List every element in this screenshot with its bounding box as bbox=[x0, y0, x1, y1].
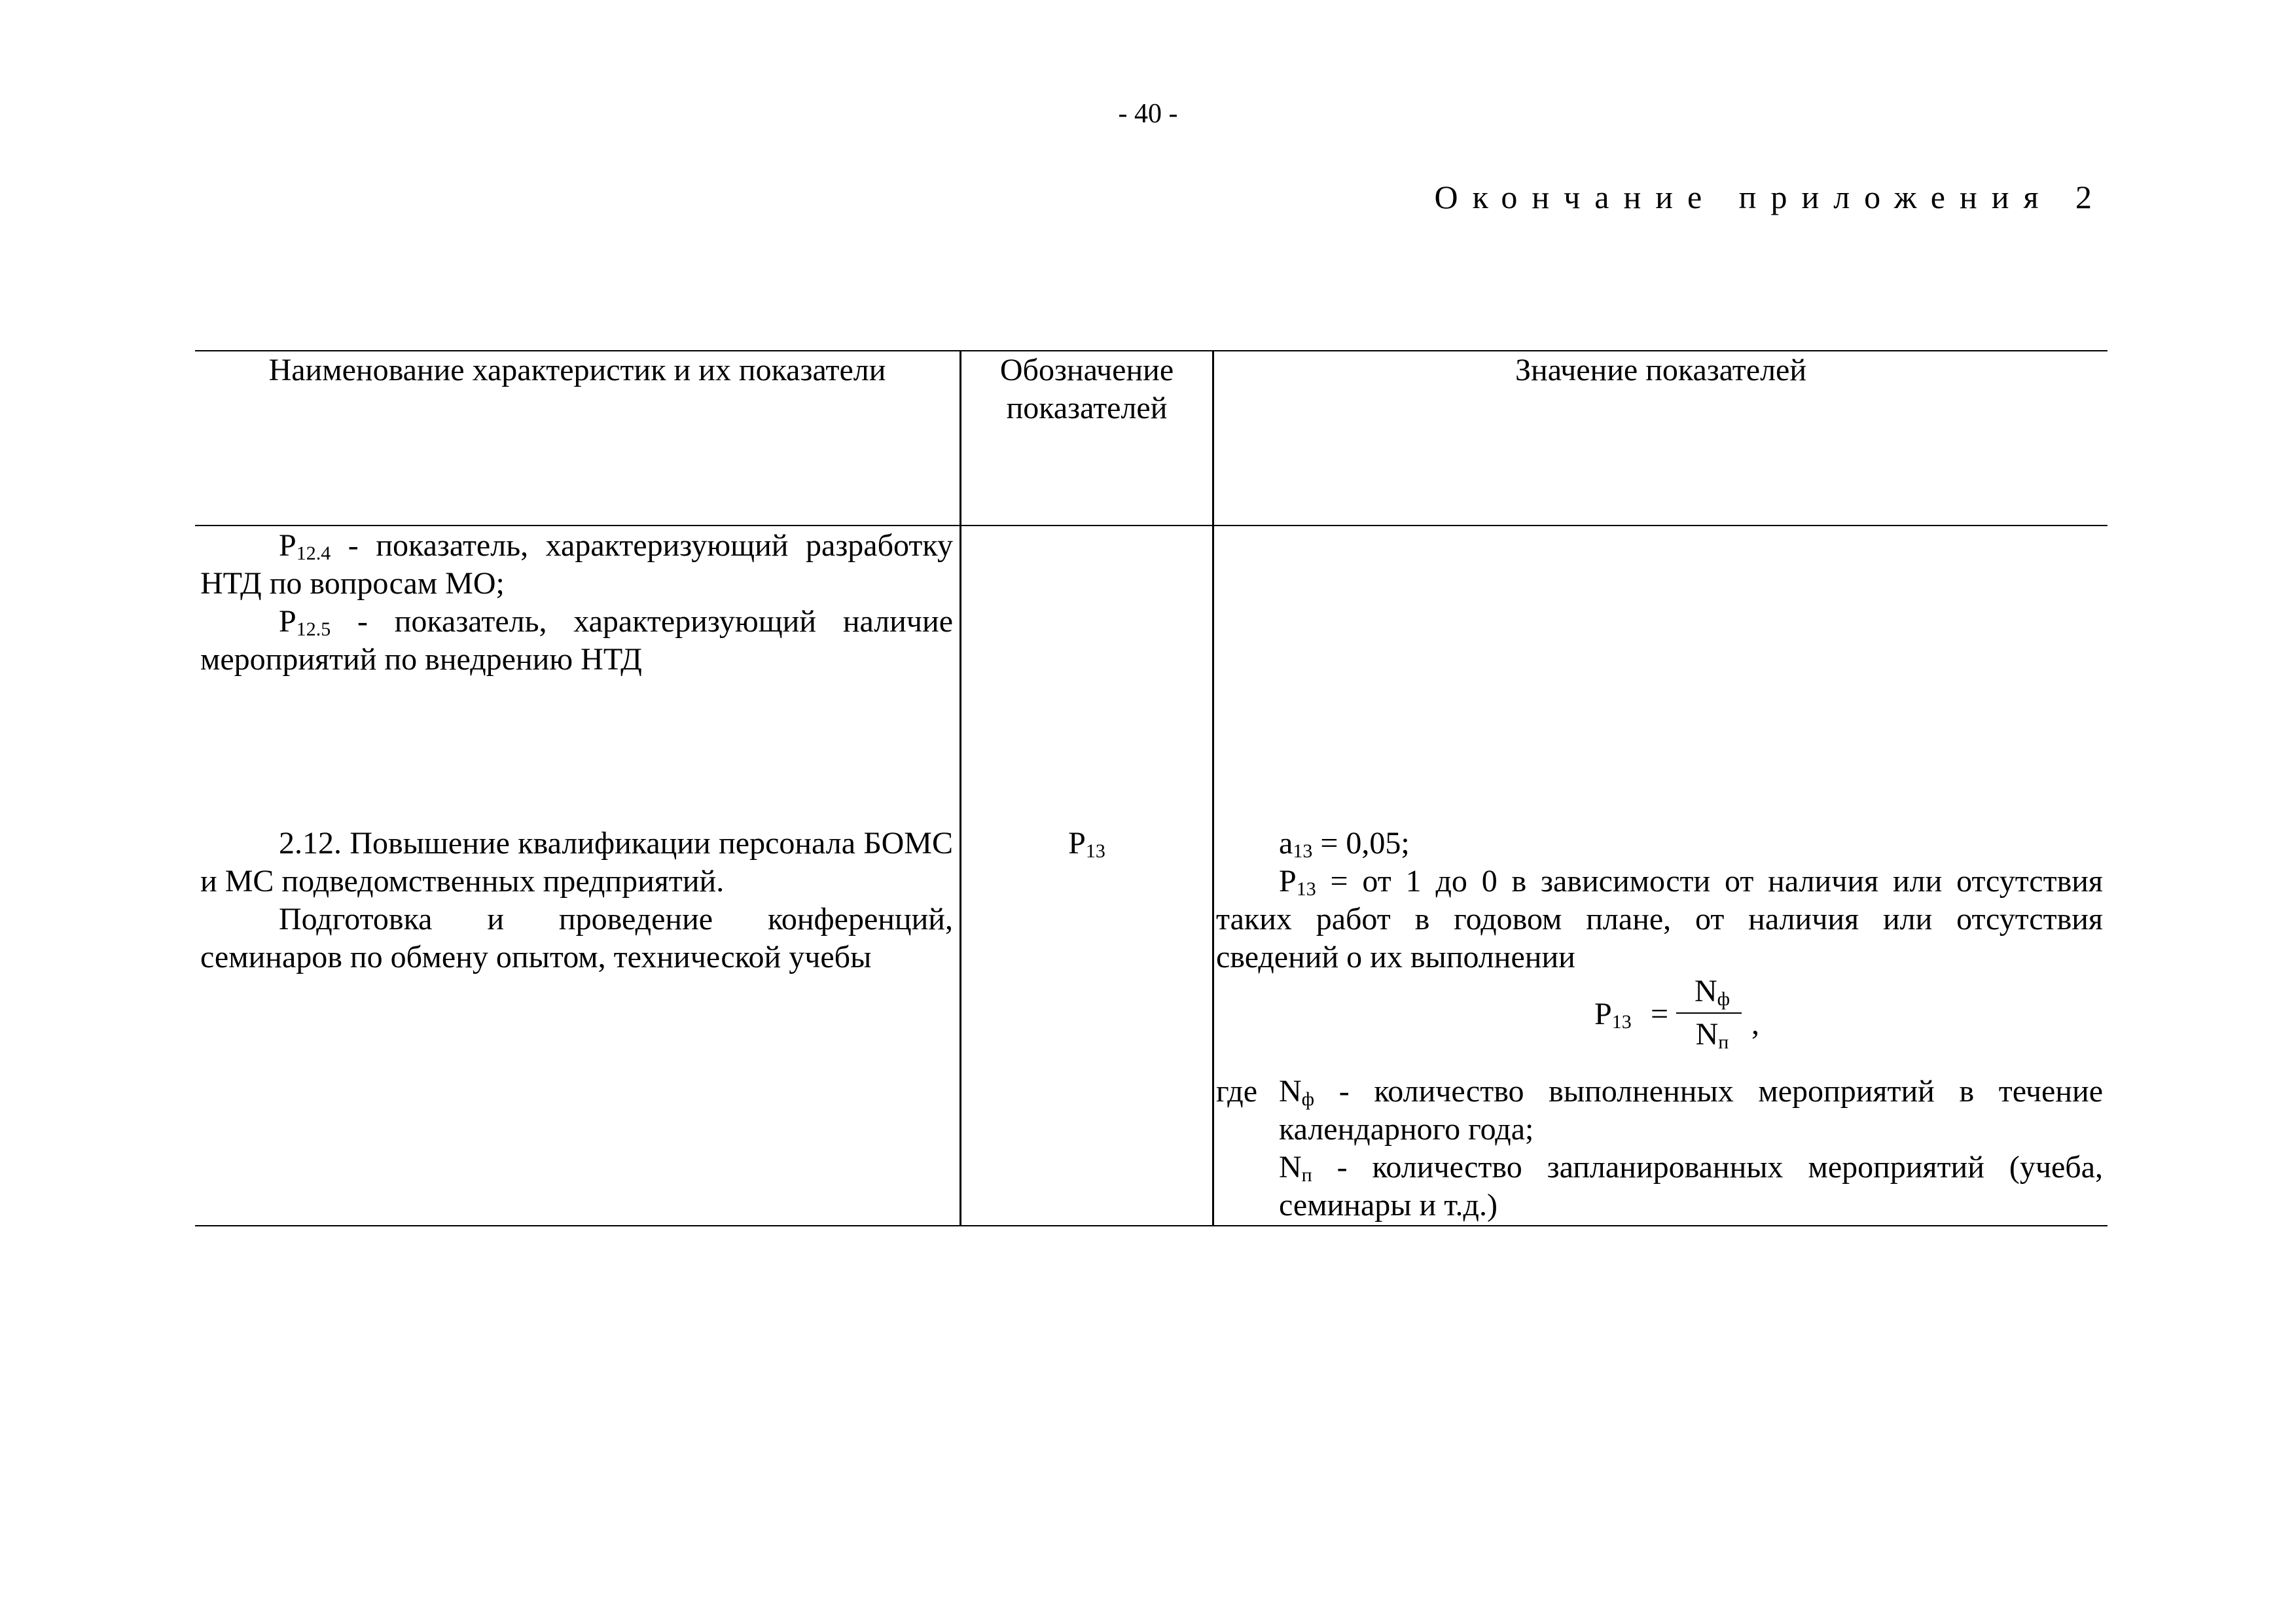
header-symbol: Обозначение показателей bbox=[999, 353, 1174, 425]
row2-name-cell bbox=[200, 825, 953, 976]
a13-value: $а_{13} = 0,05$; bbox=[1279, 826, 1410, 862]
row2-value-cell bbox=[1216, 825, 2103, 976]
where-definitions bbox=[1279, 1073, 2103, 1224]
annex-title: Окончание приложения 2 bbox=[1434, 179, 2106, 215]
page-number: - 40 - bbox=[1118, 99, 1178, 129]
where-word: где bbox=[1216, 1074, 1258, 1109]
item-2-12-details: Подготовка и проведение конференций, семинаров по обмену опытом, технической учебы bbox=[200, 902, 953, 974]
p12-5-description: $Р_{12.5}$ - показатель, характеризующий наличие мероприятий по внедрению НТД bbox=[200, 604, 953, 677]
formula-comma: , bbox=[1751, 1007, 1759, 1041]
column-divider-2 bbox=[1212, 351, 1214, 1225]
header-name: Наименование характеристик и их показатели bbox=[268, 353, 886, 387]
formula-equals: = bbox=[1651, 997, 1669, 1031]
p13-description: $Р_{13}$ = от 1 до 0 в зависимости от наличия или отсутствия таких работ в годовом плане, от наличия или отсутствия сведений о их выполнении bbox=[1216, 864, 2103, 974]
formula-lhs: $Р_{13}$ bbox=[1594, 997, 1632, 1033]
formula-denominator: $N_п$ bbox=[1695, 1017, 1729, 1053]
p12-4-description: $Р_{12.4}$ - показатель, характеризующий разработку НТД по вопросам МО; bbox=[200, 528, 953, 601]
column-divider-1 bbox=[960, 351, 961, 1225]
row2-symbol: $Р_{13}$ bbox=[1068, 826, 1105, 862]
item-2-12-title: 2.12. Повышение квалификации персонала БОМС и МС подведомственных предприятий. bbox=[200, 826, 953, 899]
row1-name-cell bbox=[200, 527, 953, 679]
np-definition: $N_п$ - количество запланированных мероприятий (учеба, семинары и т.д.) bbox=[1279, 1150, 2103, 1222]
indicator-table bbox=[195, 350, 2108, 1226]
header-divider bbox=[195, 525, 2108, 526]
nf-definition: $N_ф$ - количество выполненных мероприятий в течение календарного года; bbox=[1279, 1074, 2103, 1147]
fraction-bar bbox=[1676, 1012, 1742, 1014]
formula-numerator: $N_ф$ bbox=[1694, 974, 1731, 1010]
header-value: Значение показателей bbox=[1515, 353, 1807, 387]
